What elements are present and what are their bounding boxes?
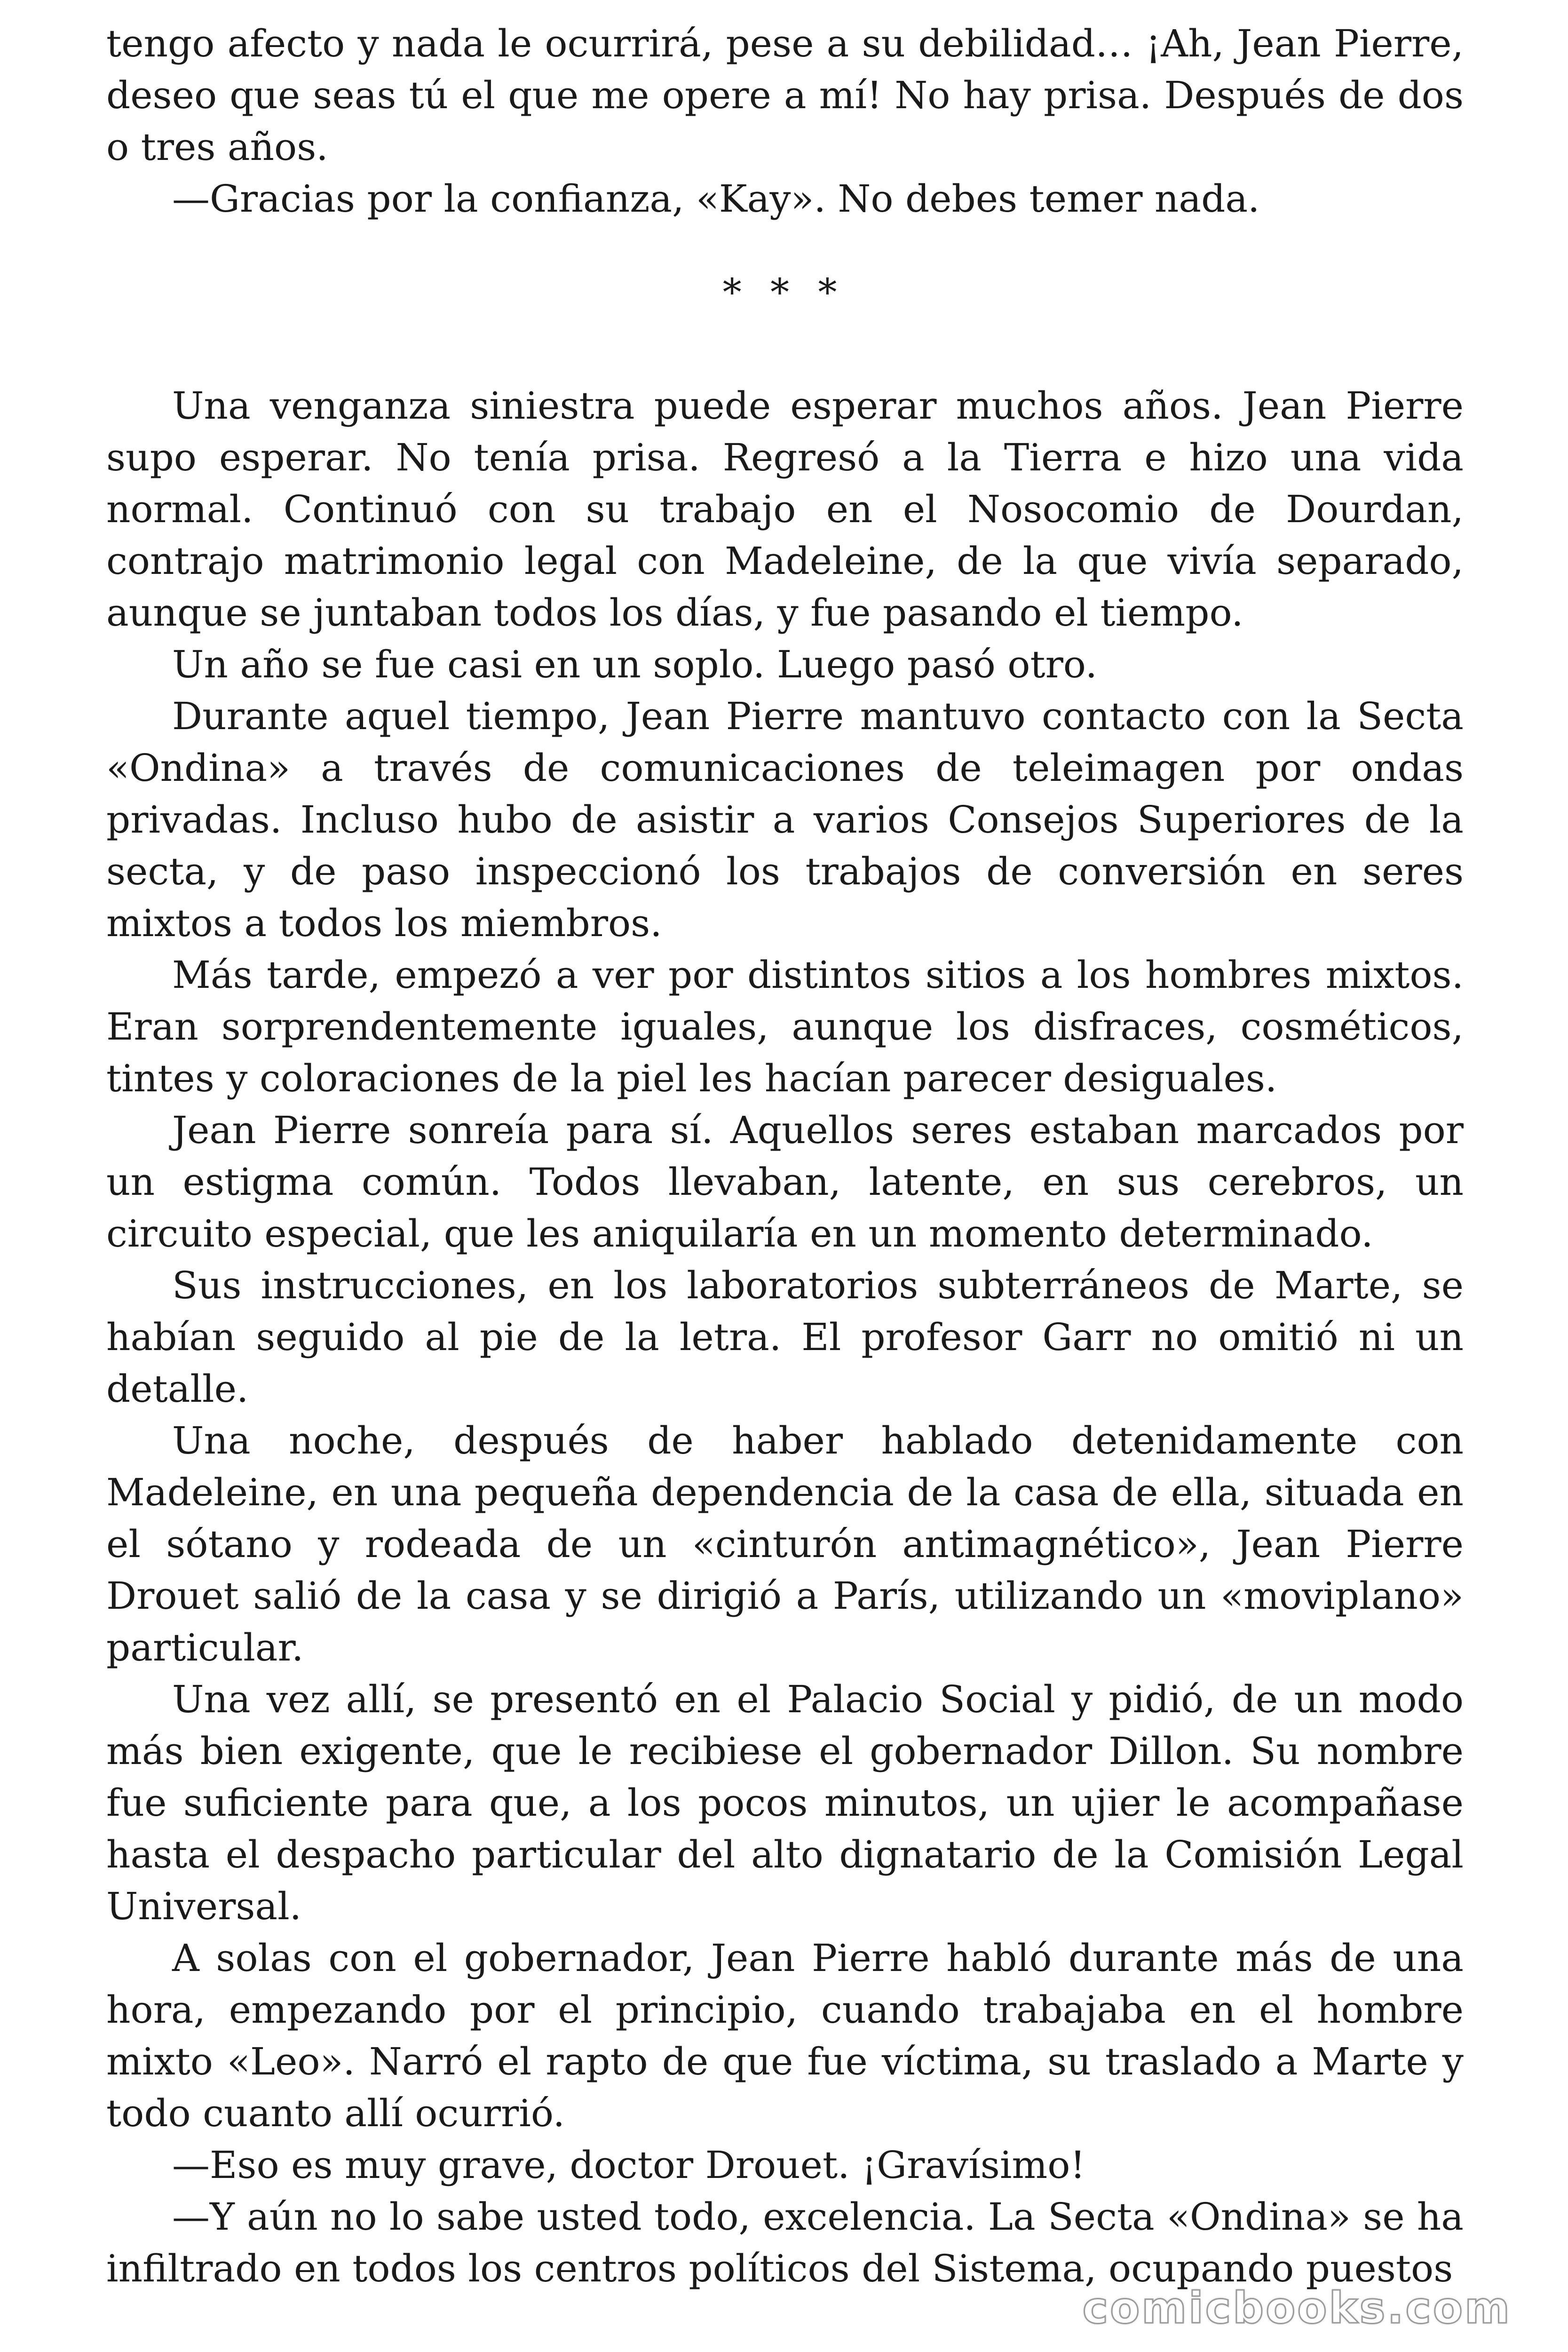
paragraph: Durante aquel tiempo, Jean Pierre mantuvo contacto con la Secta «Ondina» a través de comunicaciones de teleimagen por ondas privadas. Incluso hubo de asistir a varios Consejos Superiores de la secta, y de paso inspeccionó los trabajos de conversión en seres mixtos a todos los miembros.	[106, 694, 1464, 945]
dialogue-reply: —Gracias por la confianza, «Kay». No debes temer nada.	[172, 177, 1260, 221]
top-text-block	[106, 18, 1464, 225]
paragraph: Una vez allí, se presentó en el Palacio Social y pidió, de un modo más bien exigente, que le recibiese el gobernador Dillon. Su nombre fue suficiente para que, a los pocos minutos, un ujier le acompañase hasta el despacho particular del alto dignatario de la Comisión Legal Universal.	[106, 1677, 1464, 1928]
main-text-block	[106, 380, 1464, 2295]
paragraph: A solas con el gobernador, Jean Pierre habló durante más de una hora, empezando por el principio, cuando trabajaba en el hombre mixto «Leo». Narró el rapto de que fue víctima, su traslado a Marte y todo cuanto allí ocurrió.	[106, 1936, 1464, 2135]
paragraph: Un año se fue casi en un soplo. Luego pasó otro.	[172, 643, 1097, 686]
paragraph: Sus instrucciones, en los laboratorios subterráneos de Marte, se habían seguido al pie de la letra. El profesor Garr no omitió ni un detalle.	[106, 1263, 1464, 1411]
section-separator: * * *	[722, 270, 846, 314]
paragraph: Una noche, después de haber hablado detenidamente con Madeleine, en una pequeña dependencia de la casa de ella, situada en el sótano y rodeada de un «cinturón antimagnético», Jean Pierre Drouet salió de la casa y se dirigió a París, utilizando un «moviplano» particular.	[106, 1419, 1464, 1669]
dialogue-paragraph: —Eso es muy grave, doctor Drouet. ¡Gravísimo!	[172, 2143, 1085, 2187]
paragraph: Una venganza siniestra puede esperar muchos años. Jean Pierre supo esperar. No tenía prisa. Regresó a la Tierra e hizo una vida normal. Continuó con su trabajo en el Nosocomio de Dourdan, contrajo matrimonio legal con Madeleine, de la que vivía separado, aunque se juntaban todos los días, y fue pasando el tiempo.	[106, 384, 1464, 635]
dialogue-paragraph: —Y aún no lo sabe usted todo, excelencia. La Secta «Ondina» se ha infiltrado en todos los centros políticos del Sistema, ocupando puestos	[106, 2195, 1464, 2290]
paragraph: Más tarde, empezó a ver por distintos sitios a los hombres mixtos. Eran sorprendentemente iguales, aunque los disfraces, cosméticos, tintes y coloraciones de la piel les hacían parecer desiguales.	[106, 953, 1464, 1100]
site-watermark: comicbooks.com	[1082, 2283, 1512, 2333]
paragraph: Jean Pierre sonreía para sí. Aquellos seres estaban marcados por un estigma común. Todos llevaban, latente, en sus cerebros, un circuito especial, que les aniquilaría en un momento determinado.	[106, 1108, 1464, 1255]
continuation-paragraph: tengo afecto y nada le ocurrirá, pese a su debilidad… ¡Ah, Jean Pierre, deseo que seas tú el que me opere a mí! No hay prisa. Después de dos o tres años.	[106, 22, 1464, 169]
